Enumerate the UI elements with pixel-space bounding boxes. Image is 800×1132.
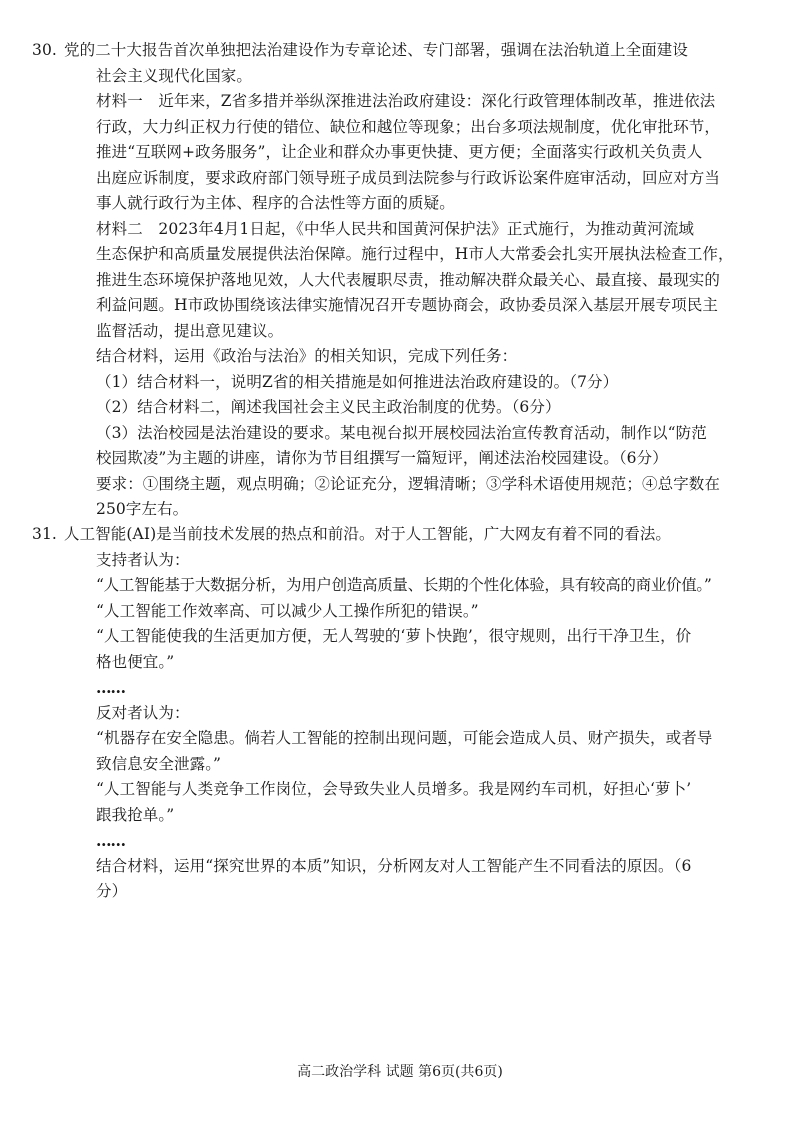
question-line: 31. 人工智能(AI)是当前技术发展的热点和前沿。对于人工智能，广大网友有着不同的看法。 — [32, 522, 744, 548]
quote-line: “机器存在安全隐患。倘若人工智能的控制出现问题，可能会造成人员、财产损失，或者导 — [96, 729, 713, 747]
requirements: 250字左右。 — [96, 500, 189, 518]
question-31 — [32, 522, 744, 905]
quote-line: 格也便宜。” — [96, 652, 175, 671]
ellipsis: …… — [96, 678, 125, 697]
quote-line: “人工智能基于大数据分析，为用户创造高质量、长期的个性化体验，具有较高的商业价值。” — [96, 576, 712, 594]
task-1: （1）结合材料一，说明Z省的相关措施是如何推进法治政府建设的。（7分） — [96, 372, 619, 391]
material-line: 事人就行政行为主体、程序的合法性等方面的质疑。 — [96, 194, 455, 212]
material-line: 推进生态环境保护落地见效，人大代表履职尽责，推动解决群众最关心、最直接、最现实的 — [96, 270, 721, 289]
task-3: （3）法治校园是法治建设的要求。某电视台拟开展校园法治宣传教育活动，制作以“防范 — [96, 423, 707, 442]
ellipsis: …… — [96, 831, 125, 850]
material-line: 材料二 2023年4月1日起，《中华人民共和国黄河保护法》正式施行，为推动黄河流域 — [96, 219, 695, 238]
task-line: 分） — [96, 882, 128, 900]
quote-line: “人工智能与人类竞争工作岗位，会导致失业人员增多。我是网约车司机，好担心‘萝卜’ — [96, 780, 692, 798]
question-line: 30. 党的二十大报告首次单独把法治建设作为专章论述、专门部署，强调在法治轨道上全面建设 — [32, 38, 744, 64]
task-3: 校园欺凌”为主题的讲座，请你为节目组撰写一篇短评，阐述法治校园建设。（6分） — [96, 449, 668, 467]
task-2: （2）结合材料二，阐述我国社会主义民主政治制度的优势。（6分） — [96, 398, 561, 416]
task-line: 结合材料，运用“探究世界的本质”知识，分析网友对人工智能产生不同看法的原因。（6 — [96, 856, 692, 875]
material-line: 监督活动，提出意见建议。 — [96, 321, 284, 340]
material-line: 生态保护和高质量发展提供法治保障。施行过程中，H市人大常委会扎实开展执法检查工作， — [96, 245, 734, 263]
task-intro: 结合材料，运用《政治与法治》的相关知识，完成下列任务： — [96, 347, 518, 365]
question-number: 31. — [32, 525, 57, 543]
requirements: 要求：①围绕主题，观点明确；②论证充分，逻辑清晰；③学科术语使用规范；④总字数在 — [96, 474, 721, 493]
material-line: 利益问题。H市政协围绕该法律实施情况召开专题协商会，政协委员深入基层开展专项民主 — [96, 296, 719, 314]
quote-line: 跟我抢单。” — [96, 805, 175, 824]
material-line: 出庭应诉制度，要求政府部门领导班子成员到法院参与行政诉讼案件庭审活动，回应对方当 — [96, 168, 721, 187]
question-number: 30. — [32, 41, 57, 59]
question-30 — [32, 38, 744, 523]
opponents-heading: 反对者认为： — [96, 703, 190, 722]
quote-line: “人工智能工作效率高、可以减少人工操作所犯的错误。” — [96, 601, 479, 620]
question-line: 社会主义现代化国家。 — [96, 66, 253, 85]
supporters-heading: 支持者认为： — [96, 550, 190, 569]
material-line: 推进“互联网+政务服务”，让企业和群众办事更快捷、更方便；全面落实行政机关负责人 — [96, 143, 703, 161]
material-line: 材料一 近年来，Z省多措并举纵深推进法治政府建设：深化行政管理体制改革，推进依法 — [96, 92, 716, 110]
page-footer: 高二政治学科 试题 第6页(共6页) — [297, 1064, 503, 1080]
quote-line: “人工智能使我的生活更加方便，无人驾驶的‘萝卜快跑’，很守规则，出行干净卫生，价 — [96, 627, 692, 645]
quote-line: 致信息安全泄露。” — [96, 754, 222, 773]
material-line: 行政，大力纠正权力行使的错位、缺位和越位等现象；出台多项法规制度，优化审批环节， — [96, 117, 721, 136]
